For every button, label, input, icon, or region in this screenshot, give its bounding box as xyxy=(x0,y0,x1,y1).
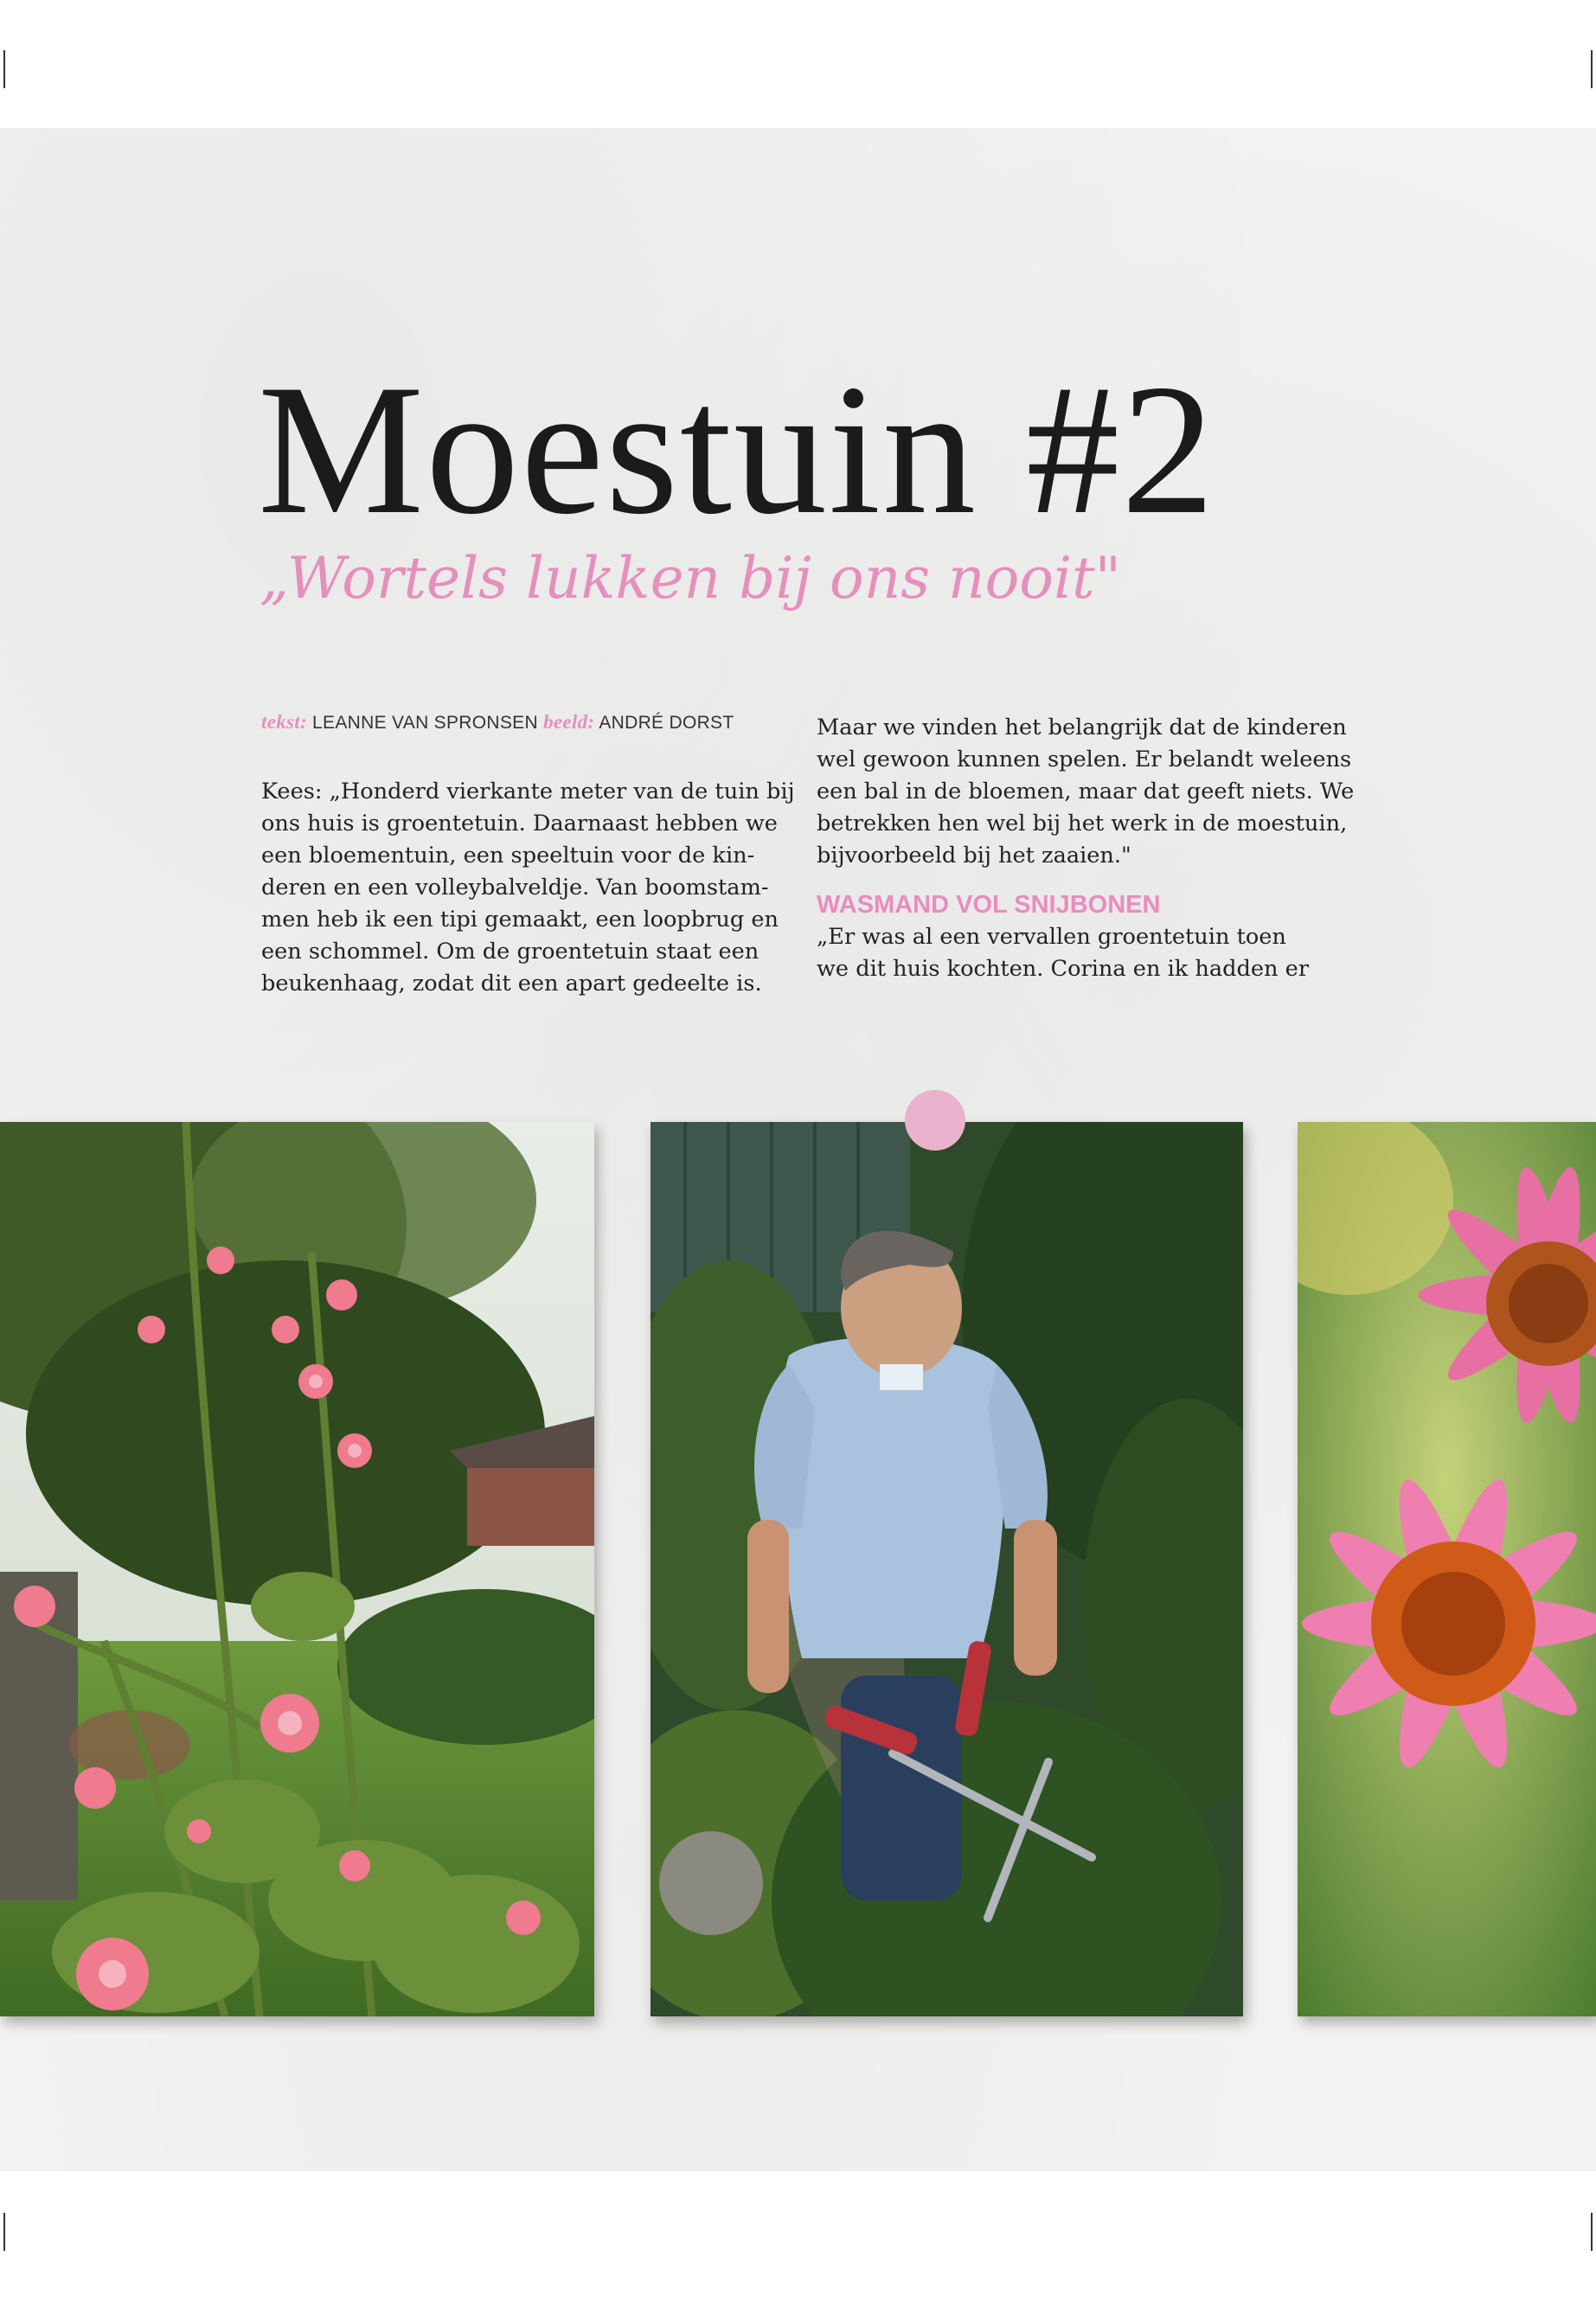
body-line: een bal in de bloemen, maar dat geeft niets. We xyxy=(817,779,1355,804)
body-line: wel gewoon kunnen spelen. Er belandt weleens xyxy=(817,747,1352,772)
body-line: Kees: „Honderd vierkante meter van de tuin bij xyxy=(261,779,795,804)
text-credit-author: LEANNE VAN SPRONSEN xyxy=(312,713,538,733)
gardener-illustration xyxy=(651,1122,1243,2016)
coneflowers-illustration xyxy=(1298,1122,1596,2016)
section-heading: WASMAND VOL SNIJBONEN xyxy=(817,891,1161,919)
photo-gardener xyxy=(651,1122,1243,2016)
body-line: betrekken hen wel bij het werk in de moestuin, xyxy=(817,811,1348,836)
body-line: een schommel. Om de groentetuin staat een xyxy=(261,939,760,965)
body-line: „Er was al een vervallen groentetuin toen xyxy=(817,924,1286,950)
body-line: bijvoorbeeld bij het zaaien." xyxy=(817,843,1131,868)
body-column-left xyxy=(261,776,795,1000)
decorative-pink-dot xyxy=(905,1090,965,1150)
body-line: we dit huis kochten. Corina en ik hadden er xyxy=(817,956,1310,982)
article-subtitle: „Wortels lukken bij ons nooit" xyxy=(260,545,1122,612)
crop-mark-top-left xyxy=(3,50,5,88)
hollyhocks-illustration xyxy=(0,1122,594,2016)
crop-mark-bottom-right xyxy=(1591,2213,1593,2251)
body-line: een bloementuin, een speeltuin voor de kin- xyxy=(261,843,755,868)
crop-mark-bottom-left xyxy=(3,2213,5,2251)
body-line: ons huis is groentetuin. Daarnaast hebben we xyxy=(261,811,778,836)
article-title: Moestuin #2 xyxy=(258,346,1217,553)
body-line: beukenhaag, zodat dit een apart gedeelte is. xyxy=(261,971,762,997)
body-line: Maar we vinden het belangrijk dat de kinderen xyxy=(817,715,1347,740)
crop-mark-top-right xyxy=(1591,50,1593,88)
body-column-right xyxy=(817,712,1355,985)
body-line: men heb ik een tipi gemaakt, een loopbrug en xyxy=(261,907,779,933)
photo-hollyhocks xyxy=(0,1122,594,2016)
text-credit-label: tekst: xyxy=(261,711,307,733)
photo-coneflowers xyxy=(1298,1122,1596,2016)
byline xyxy=(261,711,734,734)
image-credit-author: ANDRÉ DORST xyxy=(599,713,734,733)
image-credit-label: beeld: xyxy=(543,711,595,733)
body-line: deren en een volleybalveldje. Van boomstam- xyxy=(261,875,769,901)
